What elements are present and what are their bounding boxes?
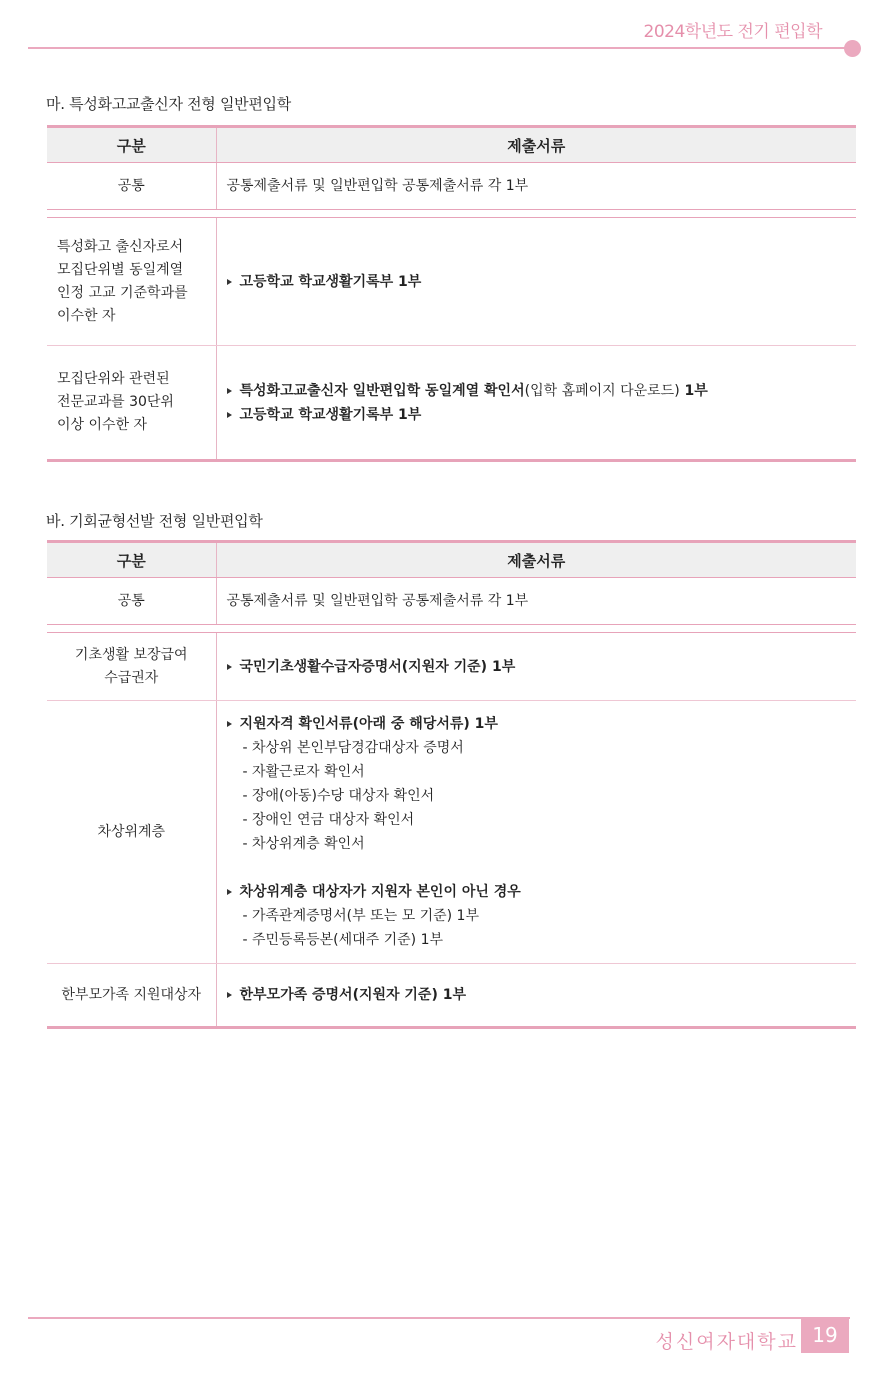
table-gap	[47, 625, 856, 633]
sub-item: - 차상위계층 확인서	[242, 836, 365, 852]
document-item-text: 차상위계층 대상자가 지원자 본인이 아닌 경우	[239, 884, 521, 900]
table-row	[47, 346, 856, 461]
header-documents: 제출서류	[216, 127, 856, 163]
bullet-triangle-icon	[227, 992, 232, 998]
spacer	[227, 856, 857, 880]
document-item	[227, 655, 857, 679]
table-gap	[47, 210, 856, 218]
document-item-text: 한부모가족 증명서(지원자 기준) 1부	[239, 987, 466, 1003]
bullet-triangle-icon	[227, 664, 232, 670]
section-title-ma: 마. 특성화고교출신자 전형 일반편입학	[46, 95, 291, 113]
category-line: 전문교과를 30단위	[57, 394, 174, 410]
row-documents	[216, 218, 856, 346]
row-category	[47, 218, 216, 346]
header-documents: 제출서류	[216, 542, 856, 578]
table-row-common	[47, 163, 856, 210]
bullet-triangle-icon	[227, 721, 232, 727]
document-item	[227, 880, 857, 904]
document-header-title: 2024학년도 전기 편입학	[643, 22, 822, 42]
page-number: 19	[801, 1318, 849, 1353]
table-row	[47, 701, 856, 964]
document-item-text: 특성화고교출신자 일반편입학 동일계열 확인서	[239, 382, 525, 399]
document-item	[227, 712, 857, 736]
row-documents	[216, 633, 856, 701]
header-divider	[28, 47, 850, 49]
bullet-triangle-icon	[227, 889, 232, 895]
header-dot-ornament	[844, 40, 861, 57]
row-category: 한부모가족 지원대상자	[47, 964, 216, 1028]
bullet-triangle-icon	[227, 388, 232, 394]
section-title-ba: 바. 기회균형선발 전형 일반편입학	[46, 512, 263, 530]
row-documents	[216, 346, 856, 461]
table-header-row	[47, 127, 856, 163]
header-category: 구분	[47, 542, 216, 578]
row-category: 차상위계층	[47, 701, 216, 964]
row-category: 공통	[47, 578, 216, 625]
category-line: 인정 고교 기준학과를	[57, 284, 188, 301]
category-line: 이수한 자	[57, 307, 116, 324]
document-item	[227, 270, 857, 294]
sub-item: - 차상위 본인부담경감대상자 증명서	[242, 740, 464, 756]
sub-item: - 자활근로자 확인서	[242, 764, 365, 780]
document-item-text: 고등학교 학교생활기록부 1부	[239, 406, 422, 423]
table-row	[47, 633, 856, 701]
sub-item: - 가족관계증명서(부 또는 모 기준) 1부	[242, 908, 479, 924]
document-item-count: 1부	[679, 382, 708, 399]
row-documents	[216, 964, 856, 1028]
sub-item: - 장애인 연금 대상자 확인서	[242, 812, 415, 828]
sub-item: - 장애(아동)수당 대상자 확인서	[242, 788, 435, 804]
row-documents: 공통제출서류 및 일반편입학 공통제출서류 각 1부	[216, 578, 856, 625]
bullet-triangle-icon	[227, 279, 232, 285]
footer-school-name: 성신여자대학교	[655, 1331, 798, 1353]
table-row	[47, 218, 856, 346]
table-row-common	[47, 578, 856, 625]
row-documents: 공통제출서류 및 일반편입학 공통제출서류 각 1부	[216, 163, 856, 210]
category-line: 모집단위와 관련된	[57, 371, 170, 387]
category-line: 이상 이수한 자	[57, 417, 148, 433]
document-item	[227, 379, 857, 403]
table-ma	[47, 125, 856, 462]
document-item-note: (입학 홈페이지 다운로드)	[524, 382, 680, 399]
row-category	[47, 633, 216, 701]
table-row	[47, 964, 856, 1028]
category-line: 특성화고 출신자로서	[57, 238, 184, 255]
document-item	[227, 403, 857, 427]
sub-item: - 주민등록등본(세대주 기준) 1부	[242, 932, 444, 948]
document-item-text: 지원자격 확인서류(아래 중 해당서류) 1부	[239, 716, 498, 732]
header-category: 구분	[47, 127, 216, 163]
row-documents	[216, 701, 856, 964]
category-line: 수급권자	[104, 669, 159, 686]
table-ba	[47, 540, 856, 1029]
table-header-row	[47, 542, 856, 578]
category-line: 모집단위별 동일계열	[57, 261, 184, 278]
document-item-text: 국민기초생활수급자증명서(지원자 기준) 1부	[239, 658, 516, 675]
bullet-triangle-icon	[227, 412, 232, 418]
footer-divider	[28, 1317, 850, 1319]
row-category	[47, 346, 216, 461]
document-item-text: 고등학교 학교생활기록부 1부	[239, 273, 422, 290]
category-line: 기초생활 보장급여	[74, 646, 188, 663]
document-item	[227, 983, 857, 1007]
row-category: 공통	[47, 163, 216, 210]
